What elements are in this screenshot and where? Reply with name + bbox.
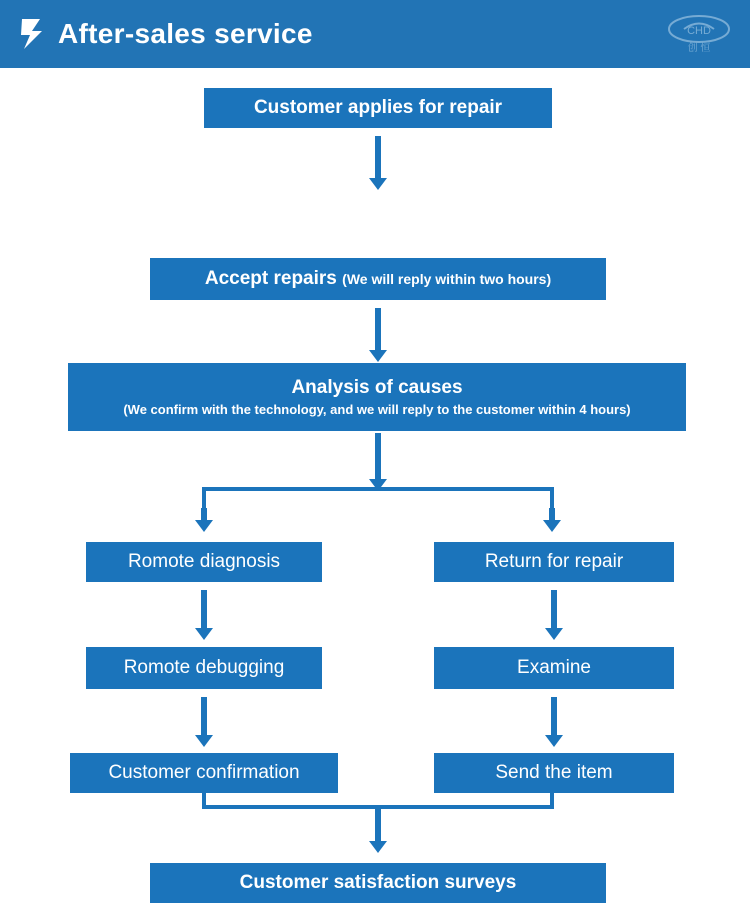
flow-node-remote-debugging-title: Romote debugging <box>123 657 285 679</box>
arrow-accept-to-analysis <box>369 308 387 362</box>
split-connector-horizontal <box>202 487 554 491</box>
arrow-return-to-examine <box>545 590 563 640</box>
svg-text:CHD: CHD <box>687 25 711 37</box>
flow-node-examine[interactable] <box>434 647 674 689</box>
flow-node-remote-diagnosis-title: Romote diagnosis <box>127 551 281 573</box>
arrow-diagnosis-to-debugging <box>195 590 213 640</box>
flow-node-survey-title: Customer satisfaction surveys <box>239 872 517 894</box>
svg-text:创 恒: 创 恒 <box>687 43 711 54</box>
flow-node-examine-title: Examine <box>517 657 591 679</box>
flow-node-accept-title: Accept repairs <box>204 268 337 290</box>
flow-node-remote-diagnosis[interactable] <box>86 542 322 582</box>
flow-node-survey[interactable] <box>150 863 606 903</box>
spark-flag-icon <box>18 17 48 51</box>
flow-node-accept-note: (We will reply within two hours) <box>342 271 552 288</box>
arrow-examine-to-send <box>545 697 563 747</box>
flow-node-analysis[interactable] <box>68 363 686 431</box>
flow-node-apply[interactable] <box>204 88 552 128</box>
flow-node-apply-title: Customer applies for repair <box>253 97 503 119</box>
flow-node-customer-confirmation-title: Customer confirmation <box>108 762 300 784</box>
flow-node-send-item-title: Send the item <box>495 762 613 784</box>
flow-node-analysis-note: (We confirm with the technology, and we will reply to the customer within 4 hours) <box>123 401 631 417</box>
arrow-debugging-to-confirmation <box>195 697 213 747</box>
flowchart-canvas <box>0 68 750 894</box>
flow-node-return-repair-title: Return for repair <box>484 551 624 573</box>
page-header <box>0 0 750 68</box>
flow-node-accept[interactable] <box>150 258 606 300</box>
arrow-analysis-down <box>369 433 387 491</box>
flow-node-return-repair[interactable] <box>434 542 674 582</box>
arrow-to-remote-diagnosis <box>195 508 213 532</box>
arrow-join-to-survey <box>369 805 387 853</box>
flow-node-analysis-title: Analysis of causes <box>291 376 463 398</box>
flow-node-customer-confirmation[interactable] <box>70 753 338 793</box>
flow-node-remote-debugging[interactable] <box>86 647 322 689</box>
page-title: After-sales service <box>58 18 313 49</box>
arrow-apply-to-accept <box>369 136 387 190</box>
chd-brand-watermark-icon <box>662 13 736 55</box>
arrow-to-return-repair <box>543 508 561 532</box>
flow-node-send-item[interactable] <box>434 753 674 793</box>
